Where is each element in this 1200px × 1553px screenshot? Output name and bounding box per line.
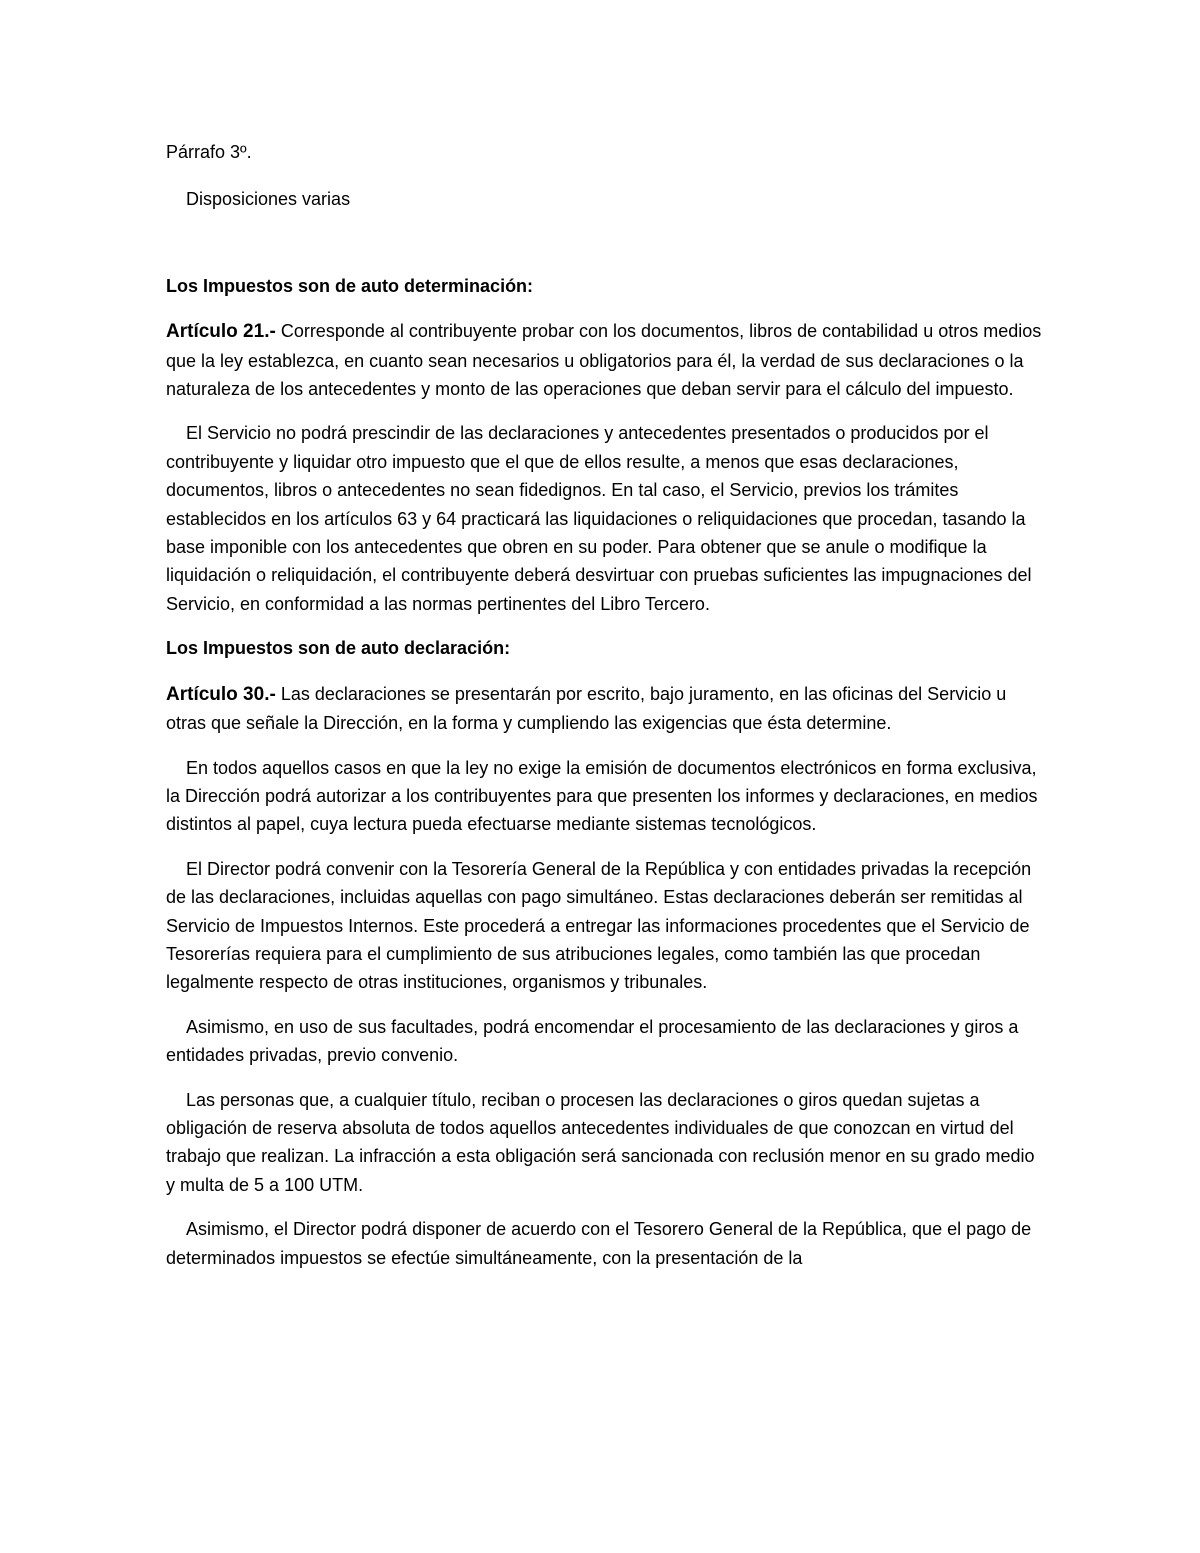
paragraph-number: Párrafo 3º. (166, 142, 252, 162)
section-heading-auto-declaracion: Los Impuestos son de auto declaración: (166, 638, 511, 659)
article-30-label: Artículo 30.- (166, 683, 276, 705)
article-30-paragraph-5: Las personas que, a cualquier título, reciban o procesen las declaraciones o giros quedan sujetas a obligación de reserva absoluta de todos aquellos antecedentes individuales de que conozcan en virtud del trabajo que realizan. La infracción a esta obligación será sancionada con reclusión menor en su grado medio y multa de 5 a 100 UTM. (166, 1089, 1035, 1195)
article-21-text: Corresponde al contribuyente probar con los documentos, libros de contabilidad u otros medios que la ley establezca, en cuanto sean necesarios u obligatorios para él, la verdad de sus declaraciones o la naturaleza de los antecedentes y monto de las operaciones que deban servir para el cálculo del impuesto. (166, 321, 1042, 400)
article-30-paragraph-3: El Director podrá convenir con la Tesorería General de la República y con entidades privadas la recepción de las declaraciones, incluidas aquellas con pago simultáneo. Estas declaraciones deberán ser remitidas al Servicio de Impuestos Internos. Este procederá a entregar las informaciones procedentes que el Servicio de Tesorerías requiera para el cumplimiento de sus atribuciones legales, como también las que procedan legalmente respecto de otras instituciones, organismos y tribunales. (166, 858, 1032, 993)
article-30-paragraph-2: En todos aquellos casos en que la ley no exige la emisión de documentos electrónicos en forma exclusiva, la Dirección podrá autorizar a los contribuyentes para que presenten los informes y declaraciones, en medios distintos al papel, cuya lectura pueda efectuarse mediante sistemas tecnológicos. (166, 757, 1038, 835)
document-page (166, 138, 1046, 1272)
article-30-paragraph-6: Asimismo, el Director podrá disponer de acuerdo con el Tesorero General de la República, que el pago de determinados impuestos se efectúe simultáneamente, con la presentación de la (166, 1219, 1032, 1268)
article-30-text: Las declaraciones se presentarán por escrito, bajo juramento, en las oficinas del Servicio u otras que señale la Dirección, en la forma y cumpliendo las exigencias que ésta determine. (166, 683, 1007, 734)
section-heading-auto-determinacion: Los Impuestos son de auto determinación: (166, 275, 534, 296)
article-30-paragraph-4: Asimismo, en uso de sus facultades, podrá encomendar el procesamiento de las declaraciones y giros a entidades privadas, previo convenio. (166, 1016, 1019, 1066)
paragraph-title: Disposiciones varias (186, 189, 351, 210)
article-21-paragraph-2: El Servicio no podrá prescindir de las declaraciones y antecedentes presentados o producidos por el contribuyente y liquidar otro impuesto que el que de ellos resulte, a menos que esas declaraciones, documentos, libros o antecedentes no sean fidedignos. En tal caso, el Servicio, previos los trámites establecidos en los artículos 63 y 64 practicará las liquidaciones o reliquidaciones que procedan, tasando la base imponible con los antecedentes que obren en su poder. Para obtener que se anule o modifique la liquidación o reliquidación, el contribuyente deberá desvirtuar con pruebas suficientes las impugnaciones del Servicio, en conformidad a las normas pertinentes del Libro Tercero. (166, 423, 1032, 614)
article-21-paragraph-1 (166, 317, 1046, 403)
article-21-label: Artículo 21.- (166, 321, 276, 343)
article-30-paragraph-1 (166, 680, 1046, 738)
